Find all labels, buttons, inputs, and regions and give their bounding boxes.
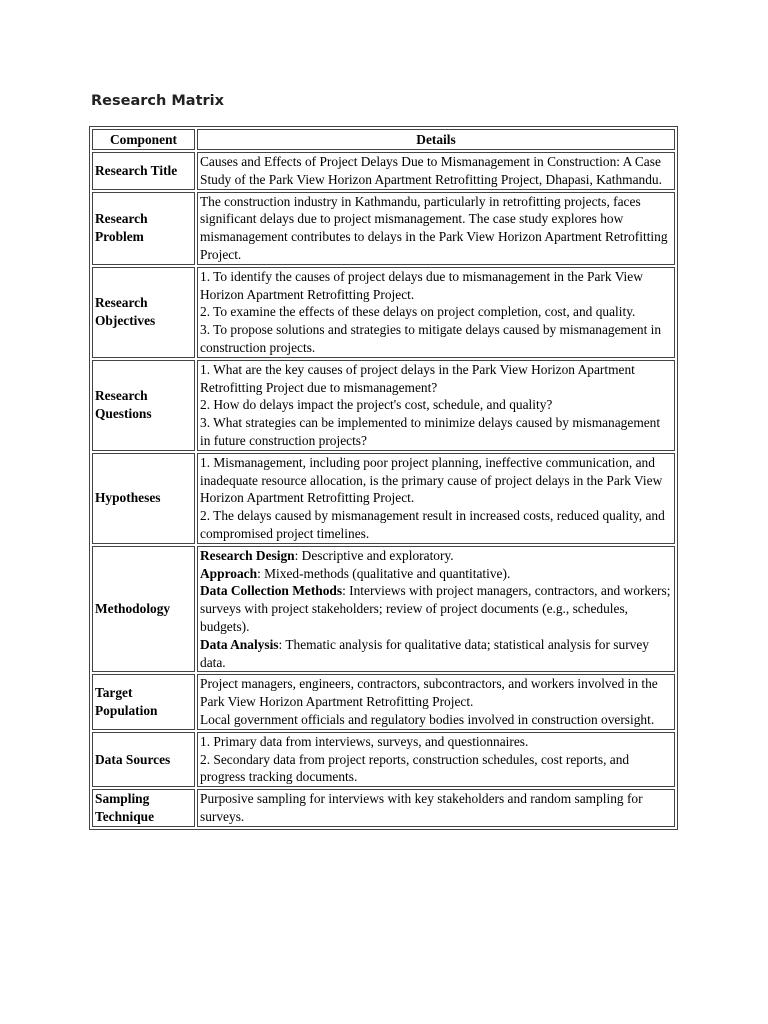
detail-text: 3. To propose solutions and strategies to mitigate delays caused by mismanagement in construction projects. [200, 322, 662, 355]
details-cell [197, 546, 675, 673]
details-cell [197, 192, 675, 265]
detail-line [200, 675, 672, 711]
detail-line [200, 582, 672, 635]
detail-text: : Descriptive and exploratory. [294, 547, 454, 563]
component-cell: Target Population [92, 674, 195, 729]
component-cell: Sampling Technique [92, 789, 195, 827]
component-cell: Hypotheses [92, 453, 195, 544]
component-cell: Research Questions [92, 360, 195, 451]
detail-line [200, 414, 672, 450]
details-cell [197, 453, 675, 544]
detail-label: Data Analysis [200, 636, 279, 652]
detail-text: Purposive sampling for interviews with key stakeholders and random sampling for surveys. [200, 791, 643, 824]
detail-line [200, 268, 672, 304]
detail-line [200, 321, 672, 357]
detail-line [200, 361, 672, 397]
detail-line [200, 454, 672, 507]
table-row [92, 546, 675, 673]
detail-text: 1. Primary data from interviews, surveys, and questionnaires. [200, 733, 529, 749]
research-matrix-table [89, 126, 678, 830]
details-cell [197, 152, 675, 190]
table-row [92, 267, 675, 358]
details-cell [197, 674, 675, 729]
detail-text: 2. The delays caused by mismanagement result in increased costs, reduced quality, and compromised project timelines. [200, 508, 665, 541]
column-header-details: Details [197, 129, 675, 150]
detail-text: 2. To examine the effects of these delays on project completion, cost, and quality. [200, 304, 636, 320]
detail-text: 2. How do delays impact the project's cost, schedule, and quality? [200, 397, 553, 413]
detail-line [200, 547, 672, 565]
detail-text: Causes and Effects of Project Delays Due to Mismanagement in Construction: A Case Study of the Park View Horizon Apartment Retrofitting Project, Dhapasi, Kathmandu. [200, 154, 662, 187]
table-row [92, 789, 675, 827]
detail-text: : Thematic analysis for qualitative data; statistical analysis for survey data. [200, 636, 649, 670]
detail-label: Research Design [200, 547, 295, 563]
details-cell [197, 360, 675, 451]
detail-label: Data Collection Methods [200, 583, 343, 599]
detail-text: 1. Mismanagement, including poor project planning, ineffective communication, and inadequate resource allocation, is the primary cause of project delays in the Park View Horizon Apartment Retrofitting Project. [200, 454, 663, 506]
detail-text: Local government officials and regulatory bodies involved in construction oversight. [200, 711, 655, 727]
component-cell: Data Sources [92, 732, 195, 787]
detail-text: 1. What are the key causes of project delays in the Park View Horizon Apartment Retrofitting Project due to mismanagement? [200, 361, 635, 395]
component-cell: Methodology [92, 546, 195, 673]
table-body [92, 152, 675, 827]
table-row [92, 732, 675, 787]
component-cell: Research Title [92, 152, 195, 190]
column-header-component: Component [92, 129, 195, 150]
table-row [92, 192, 675, 265]
table-row [92, 453, 675, 544]
component-cell: Research Problem [92, 192, 195, 265]
table-row [92, 152, 675, 190]
detail-line [200, 790, 672, 826]
table-header-row [92, 129, 675, 150]
detail-line [200, 565, 672, 583]
detail-text: 2. Secondary data from project reports, construction schedules, cost reports, and progress tracking documents. [200, 751, 630, 785]
detail-text: : Mixed-methods (qualitative and quantitative). [257, 565, 511, 581]
detail-line [200, 396, 672, 414]
detail-line [200, 193, 672, 264]
details-cell [197, 732, 675, 787]
detail-line [200, 711, 672, 729]
detail-line [200, 507, 672, 543]
detail-text: : Interviews with project managers, contractors, and workers; surveys with project stakeholders; review of project documents (e.g., schedules, budgets). [200, 583, 671, 634]
details-cell [197, 789, 675, 827]
detail-line [200, 636, 672, 672]
page-title: Research Matrix [91, 93, 224, 109]
detail-label: Approach [200, 565, 258, 581]
detail-text: 3. What strategies can be implemented to minimize delays caused by mismanagement in future construction projects? [200, 415, 661, 448]
detail-line [200, 303, 672, 321]
detail-text: Project managers, engineers, contractors, subcontractors, and workers involved in the Park View Horizon Apartment Retrofitting Project. [200, 676, 658, 710]
detail-line [200, 733, 672, 751]
details-cell [197, 267, 675, 358]
detail-text: The construction industry in Kathmandu, particularly in retrofitting projects, faces significant delays due to project mismanagement. The case study explores how mismanagement contributes to delays in the Park View Horizon Apartment Retrofitting Project. [200, 193, 668, 262]
table-row [92, 360, 675, 451]
detail-line [200, 751, 672, 787]
table-row [92, 674, 675, 729]
detail-text: 1. To identify the causes of project delays due to mismanagement in the Park View Horizon Apartment Retrofitting Project. [200, 268, 643, 302]
component-cell: Research Objectives [92, 267, 195, 358]
detail-line [200, 153, 672, 189]
